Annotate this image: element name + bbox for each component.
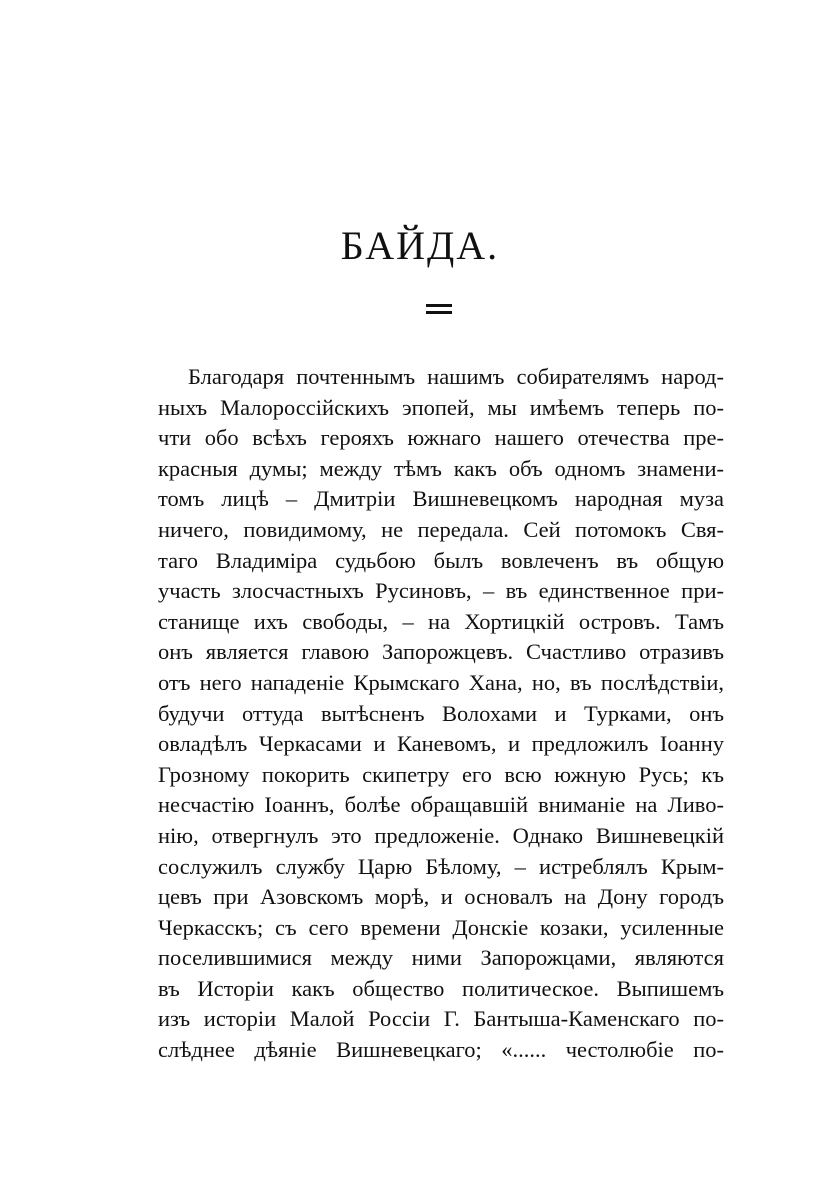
text-line: Черкасскъ; съ сего времени Донскіе козаки, усиленные <box>158 914 724 940</box>
text-line: онъ является главою Запорожцевъ. Счастливо отразивъ <box>158 639 724 665</box>
text-line: нію, отвергнулъ это предложеніе. Однако Вишневецкій <box>158 822 724 848</box>
text-line: слѣднее дѣяніе Вишневецкаго; «...... честолюбіе по- <box>158 1037 724 1063</box>
text-line: цевъ при Азовскомъ морѣ, и основалъ на Дону городъ <box>158 884 724 910</box>
text-line: таго Владиміра судьбою былъ вовлеченъ въ общую <box>158 547 724 573</box>
text-line: чти обо всѣхъ герояхъ южнаго нашего отечества пре- <box>158 425 724 451</box>
body-paragraph <box>158 362 724 1066</box>
text-line: изъ исторіи Малой Россіи Г. Бантыша-Каменскаго по- <box>158 1006 724 1032</box>
text-line: участь злосчастныхъ Русиновъ, – въ единственное при- <box>158 578 724 604</box>
text-line: овладѣлъ Черкасами и Каневомъ, и предложилъ Іоанну <box>158 731 724 757</box>
divider-line-bottom <box>426 311 452 314</box>
text-line: сослужилъ службу Царю Бѣлому, – истреблялъ Крым- <box>158 853 724 879</box>
text-line: отъ него нападеніе Крымскаго Хана, но, въ послѣдствіи, <box>158 669 724 695</box>
text-line: поселившимися между ними Запорожцами, являются <box>158 945 724 971</box>
text-line: ничего, повидимому, не передала. Сей потомокъ Свя- <box>158 516 724 542</box>
divider-line-top <box>426 304 452 307</box>
text-line: томъ лицѣ – Дмитріи Вишневецкомъ народная муза <box>158 486 724 512</box>
text-line: станище ихъ свободы, – на Хортицкій островъ. Тамъ <box>158 608 724 634</box>
text-line: будучи оттуда вытѣсненъ Волохами и Турками, онъ <box>158 700 724 726</box>
text-line: ныхъ Малороссійскихъ эпопей, мы имѣемъ теперь по- <box>158 394 724 420</box>
text-line: несчастію Іоаннъ, болѣе обращавшій вниманіе на Ливо- <box>158 792 724 818</box>
text-line: въ Исторіи какъ общество политическое. Выпишемъ <box>158 975 724 1001</box>
text-line: красныя думы; между тѣмъ какъ объ одномъ знамени- <box>158 455 724 481</box>
page-title: БАЙДА. <box>340 223 500 268</box>
double-rule-divider <box>426 304 452 314</box>
text-line: Грозному покорить скипетру его всю южную Русь; къ <box>158 761 724 787</box>
text-line: Благодаря почтеннымъ нашимъ собирателямъ народ- <box>188 364 724 389</box>
